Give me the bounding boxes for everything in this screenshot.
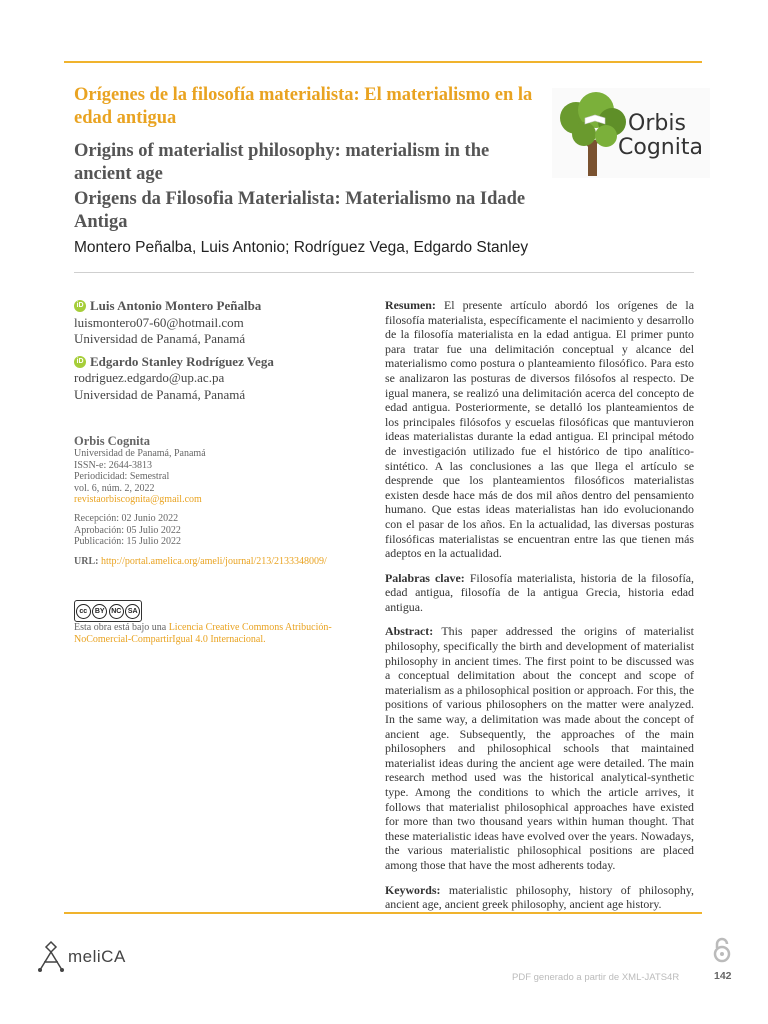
journal-issn: ISSN-e: 2644-3813 (74, 459, 153, 471)
license-link[interactable]: Licencia Creative Commons Atribución-NoComercial-CompartirIgual 4.0 Internacional. (74, 622, 332, 645)
journal-volume: vol. 6, núm. 2, 2022 (74, 482, 155, 494)
open-access-icon (712, 937, 732, 968)
page-number: 142 (714, 970, 732, 982)
author-affiliation: Universidad de Panamá, Panamá (74, 386, 246, 402)
abstracts-column (385, 298, 694, 922)
author-2 (74, 354, 364, 404)
svg-text:Cognita: Cognita (618, 135, 703, 160)
amelica-logo-icon (36, 940, 66, 974)
author-name: Edgardo Stanley Rodríguez Vega (90, 353, 274, 369)
journal-email-link[interactable]: revistaorbiscognita@gmail.com (74, 494, 202, 505)
journal-institution: Universidad de Panamá, Panamá (74, 448, 206, 459)
author-affiliation: Universidad de Panamá, Panamá (74, 331, 246, 346)
by-icon: BY (92, 604, 107, 619)
article-dates (74, 513, 181, 548)
generated-note: PDF generado a partir de XML-JATS4R (512, 972, 680, 983)
date-received: Recepción: 02 Junio 2022 (74, 513, 179, 524)
article-url (74, 556, 374, 567)
date-published: Publicación: 15 Julio 2022 (74, 536, 181, 547)
sa-icon: SA (125, 604, 140, 619)
title-spanish: Orígenes de la filosofía materialista: El materialismo en la edad antigua (74, 85, 533, 128)
author-email: rodriguez.edgardo@up.ac.pa (74, 370, 225, 385)
author-email: luismontero07-60@hotmail.com (74, 314, 244, 330)
author-name: Luis Antonio Montero Peñalba (90, 298, 262, 313)
header-divider (74, 272, 694, 273)
tree-logo-icon (552, 88, 710, 178)
author-block (74, 298, 364, 403)
orcid-icon[interactable]: iD (74, 300, 86, 312)
license-text: Esta obra está bajo una Licencia Creative Commons Atribución-NoComercial-CompartirIgual 4.0 Internacional. (74, 622, 332, 645)
journal-info (74, 435, 374, 506)
title-portuguese: Origens da Filosofia Materialista: Materialismo na Idade Antiga (74, 189, 526, 232)
url-label: URL: (74, 556, 99, 567)
url-link[interactable]: http://portal.amelica.org/ameli/journal/213/2133348009/ (100, 556, 327, 567)
nc-icon: NC (109, 604, 124, 619)
keywords-spanish: Palabras clave: Filosofía materialista, historia de la filosofía, edad antigua, filosofía de la antigua Grecia, historia edad antigua. (385, 570, 694, 614)
title-english: Origins of materialist philosophy: materialism in the ancient age (74, 141, 490, 184)
cc-icon: cc (76, 604, 91, 619)
authors-line: Montero Peñalba, Luis Antonio; Rodríguez Vega, Edgardo Stanley (74, 239, 529, 256)
bottom-rule (64, 912, 702, 914)
author-1 (74, 298, 364, 348)
abstract-english: Abstract: This paper addressed the origins of materialist philosophy, specifically the birth and development of materialist philosophy in ancient times. The first point to be discussed was a conceptual delimitation about the concept and scope of materialism as a philosophical position or approach. For this, the positions of various philosophers on the matter were analyzed. In the same way, a delimitation was made about the concept of ancient age. Subsequently, the approaches of the main philosophers and philosophical schools that maintained materialist ideas during the ancient age were detailed. The main research method used was the historical analytical-synthetic type. Among the conditions to which the article arrives, it follows that materialist philosophical approaches have existed for more than two thousand years within human thought. That these materialistic ideas have evolved over the years. Nowadays, the various materialistic philosophical positions are placed among those that have the most adherents today. (385, 624, 694, 872)
cc-license-badge[interactable] (74, 600, 142, 622)
orcid-icon[interactable]: iD (74, 356, 86, 368)
amelica-logo (36, 940, 126, 974)
keywords-english: Keywords: materialistic philosophy, history of philosophy, ancient age, ancient greek philosophy, ancient age history. (385, 882, 694, 912)
amelica-wordmark: meliCA (68, 947, 126, 966)
journal-name: Orbis Cognita (74, 434, 151, 448)
journal-frequency: Periodicidad: Semestral (74, 471, 170, 482)
abstract-spanish: Resumen: El presente artículo abordó los orígenes de la filosofía materialista, específicamente el nacimiento y desarrollo de la filosofía materialista en la edad antigua. El primer punto para tratar fue una delimitación conceptual y alcance del materialismo como postura o planteamiento filosófico. Para esto se analizaron las posturas de diversos filósofos al respecto. De igual manera, se realizó una delimitación acerca del concepto de edad antigua. Posteriormente, se detalló los planteamientos de los principales filósofos y escuelas filosóficas que mantuvieron ideas materialistas durante la edad antigua. El principal método de investigación utilizado fue el histórico de tipo analítico-sintético. A las conclusiones a las que llega el artículo se desprende que los planteamientos filosóficos materialistas existen desde hace más de dos mil años dentro del pensamiento humano. Que estas ideas materialistas han ido evolucionando con el pasar de los años. En la actualidad, las diversas posturas filosóficas materialistas se encuentran entre las que tienen más adeptos en la actualidad. (385, 298, 694, 561)
svg-text:Orbis: Orbis (628, 111, 686, 136)
date-approved: Aprobación: 05 Julio 2022 (74, 524, 181, 536)
journal-logo (552, 88, 710, 178)
top-rule (64, 61, 702, 63)
